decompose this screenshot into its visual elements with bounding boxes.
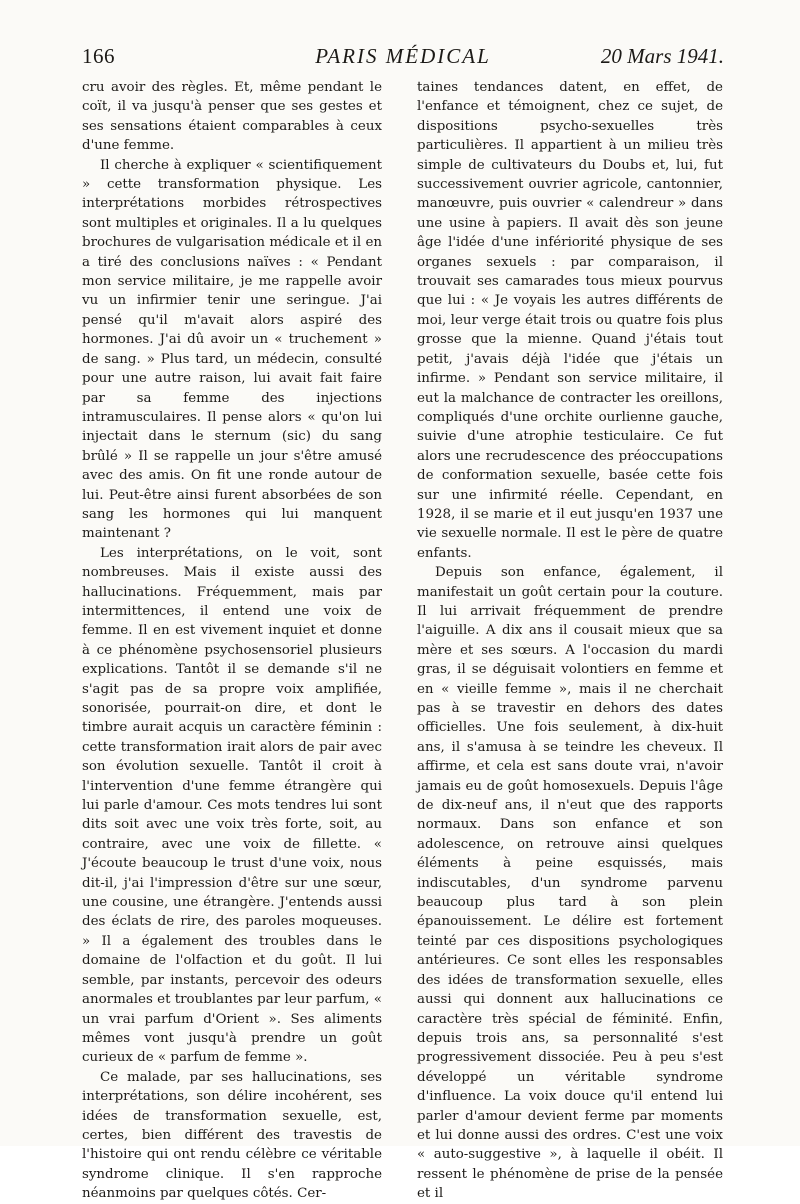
issue-date: 20 Mars 1941.	[600, 44, 724, 68]
paragraph: cru avoir des règles. Et, même pendant le coït, il va jusqu'à penser que ses gestes et ses sensations étaient comparables à ceux d'une femme.	[82, 80, 382, 154]
right-column	[417, 78, 723, 1204]
paragraph: Il cherche à expliquer « scientifiquement » cette transformation physique. Les interprétations morbides rétrospectives sont multiples et originales. Il a lu quelques brochures de vulgarisation médicale et il en a tiré des conclusions naïves : « Pendant mon service militaire, je me rappelle avoir vu un infirmier tenir une seringue. J'ai pensé qu'il m'avait alors aspiré des hormones. J'ai dû avoir un « truchement » de sang. » Plus tard, un médecin, consulté pour une autre raison, lui avait fait faire par sa femme des injections intramusculaires. Il pense alors « qu'on lui injectait dans le sternum (sic) du sang brûlé » Il se rappelle un jour s'être amusé avec des amis. On fit une ronde autour de lui. Peut-être ainsi furent absorbées de son sang les hormones qui lui manquent maintenant ?	[82, 157, 382, 542]
paragraph: taines tendances datent, en effet, de l'enfance et témoignent, chez ce sujet, de dispositions psycho-sexuelles très particulières. Il appartient à un milieu très simple de cultivateurs du Doubs et, lui, fut successivement ouvrier agricole, cantonnier, manœuvre, puis ouvrier « calendreur » dans une usine à papiers. Il avait dès son jeune âge l'idée d'une infériorité physique de ses organes sexuels : par comparaison, il trouvait ses camarades tous mieux pourvus que lui : « Je voyais les autres différents de moi, leur verge était trois ou quatre fois plus grosse que la mienne. Quand j'étais tout petit, j'avais déjà l'idée que j'étais un infirme. » Pendant son service militaire, il eut la malchance de contracter les oreillons, compliqués d'une orchite ourlienne gauche, suivie d'une atrophie testiculaire. Ce fut alors une recrudescence des préoccupations de conformation sexuelle, basée cette fois sur une infirmité réelle. Cependant, en 1928, il se marie et il eut jusqu'en 1937 une vie sexuelle normale. Il est le père de quatre enfants.	[417, 80, 723, 561]
journal-title: PARIS MÉDICAL	[315, 44, 491, 68]
paragraph: Les interprétations, on le voit, sont nombreuses. Mais il existe aussi des hallucinations. Fréquemment, mais par intermittences, il entend une voix de femme. Il en est vivement inquiet et donne à ce phénomène psychosensoriel plusieurs explications. Tantôt il se demande s'il ne s'agit pas de sa propre voix amplifiée, sonorisée, pourrait-on dire, et dont le timbre aurait acquis un caractère féminin : cette transformation irait alors de pair avec son évolution sexuelle. Tantôt il croit à l'intervention d'une femme étrangère qui lui parle d'amour. Ces mots tendres lui sont dits soit avec une voix très forte, soit, au contraire, avec une voix de fillette. « J'écoute beaucoup le trust d'une voix, nous dit-il, j'ai l'impression d'être sur une sœur, une cousine, une étrangère. J'entends aussi des éclats de rire, des paroles moqueuses. » Il a également des troubles dans le domaine de l'olfaction et du goût. Il lui semble, par instants, percevoir des odeurs anormales et troublantes par leur parfum, « un vrai parfum d'Orient ». Ses aliments mêmes vont jusqu'à prendre un goût curieux de « parfum de femme ».	[82, 545, 382, 1066]
paragraph: Ce malade, par ses hallucinations, ses interprétations, son délire incohérent, ses idées de transformation sexuelle, est, certes, bien différent des travestis de l'histoire qui ont rendu célèbre ce véritable syndrome clinique. Il s'en rapproche néanmoins par quelques côtés. Cer-	[82, 1069, 382, 1202]
page-number: 166	[82, 44, 115, 68]
left-column	[82, 78, 382, 1204]
running-header	[82, 44, 724, 74]
paragraph: Depuis son enfance, également, il manifestait un goût certain pour la couture. Il lui arrivait fréquemment de prendre l'aiguille. A dix ans il cousait mieux que sa mère et ses sœurs. A l'occasion du mardi gras, il se déguisait volontiers en femme et en « vieille femme », mais il ne cherchait pas à se travestir en dehors des dates officielles. Une fois seulement, à dix-huit ans, il s'amusa à se teindre les cheveux. Il affirme, et cela est sans doute vrai, n'avoir jamais eu de goût homosexuels. Depuis l'âge de dix-neuf ans, il n'eut que des rapports normaux. Dans son enfance et son adolescence, on retrouve ainsi quelques éléments à peine esquissés, mais indiscutables, d'un syndrome parvenu beaucoup plus tard à son plein épanouissement. Le délire est fortement teinté par ces dispositions psychologiques antérieures. Ce sont elles les responsables des idées de transformation sexuelle, elles aussi qui donnent aux hallucinations ce caractère très spécial de féminité. Enfin, depuis trois ans, sa personnalité s'est progressivement dissociée. Peu à peu s'est développé un véritable syndrome d'influence. La voix douce qu'il entend lui parler d'amour devient ferme par moments et lui donne aussi des ordres. C'est une voix « auto-suggestive », à laquelle il obéit. Il ressent le phénomène de prise de la pensée et il	[417, 565, 723, 1202]
